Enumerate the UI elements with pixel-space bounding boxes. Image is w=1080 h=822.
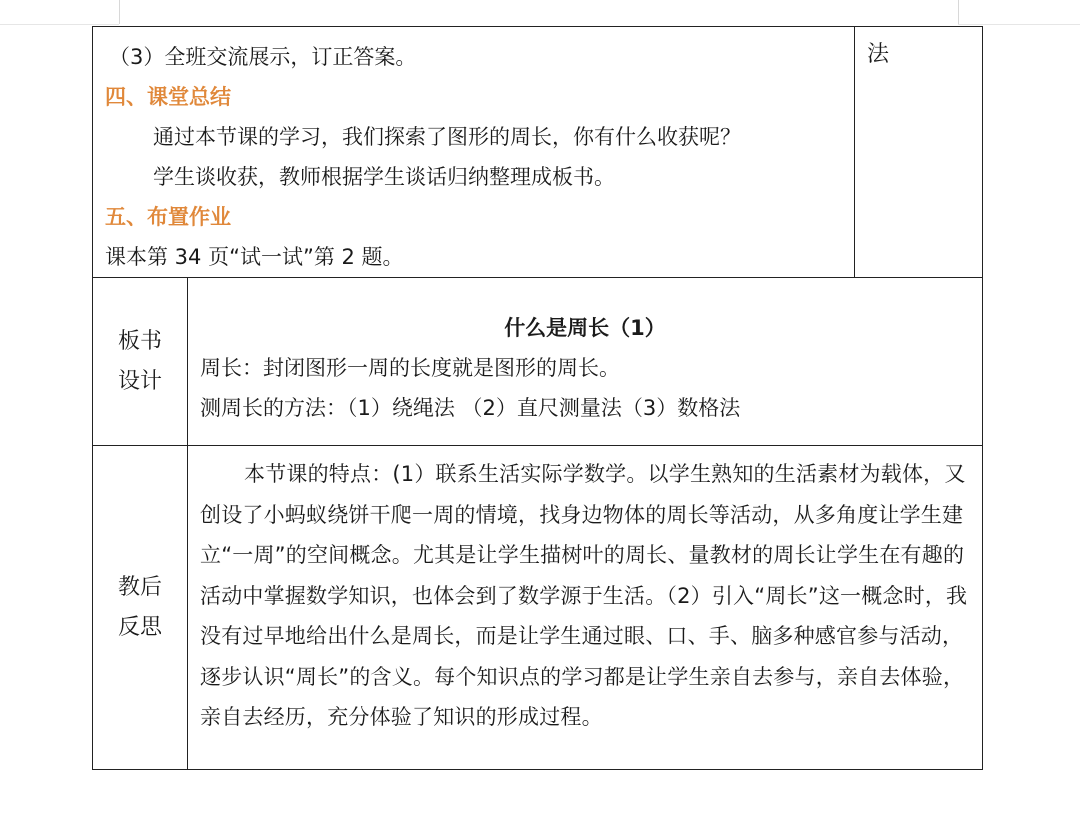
page-margin-guide-top-right (958, 24, 1080, 25)
board-title: 什么是周长（1） (504, 316, 666, 340)
method-label: 法 (867, 42, 890, 67)
teaching-process-cell (93, 27, 855, 278)
board-methods: 测周长的方法：（1）绕绳法 （2）直尺测量法（3）数格法 (200, 396, 741, 420)
section-4-line-1: 通过本节课的学习，我们探索了图形的周长，你有什么收获呢？ (153, 125, 741, 149)
reflection-paragraph: 本节课的特点：(1）联系生活实际学数学。以学生熟知的生活素材为载体，又创设了小蚂蚁绕饼干爬一周的情境，找身边物体的周长等活动，从多角度让学生建立“一周”的空间概念。尤其是让学生描树叶的周长、量教材的周长让学生在有趣的活动中掌握数学知识，也体会到了数学源于生活。（2）引入“周长”这一概念时，我没有过早地给出什么是周长，而是让学生通过眼、口、手、脑多种感官参与活动，逐步认识“周长”的含义。每个知识点的学习都是让学生亲自去参与，亲自去体验，亲自去经历，充分体验了知识的形成过程。 (200, 462, 968, 729)
board-design-content-cell (188, 278, 983, 446)
section-4-line-2: 学生谈收获，教师根据学生谈话归纳整理成板书。 (153, 165, 615, 189)
reflection-label-line-1: 教后 (117, 574, 162, 600)
section-5-line-1: 课本第 34 页“试一试”第 2 题。 (105, 245, 404, 269)
reflection-label-cell (93, 446, 188, 770)
board-definition: 周长：封闭图形一周的长度就是图形的周长。 (200, 356, 620, 380)
page-margin-guide-right (958, 0, 959, 24)
teaching-process-row (93, 27, 983, 278)
section-4-heading: 四、课堂总结 (105, 85, 231, 109)
section-5-heading: 五、布置作业 (105, 205, 231, 229)
teaching-method-cell (855, 27, 983, 278)
page-margin-guide-left (119, 0, 120, 24)
reflection-content-cell (188, 446, 983, 770)
board-design-label-line-1: 板书 (117, 328, 162, 354)
board-design-label-line-2: 设计 (117, 368, 162, 394)
board-design-row (93, 278, 983, 446)
page-margin-guide-top-left (0, 24, 119, 25)
reflection-label-line-2: 反思 (117, 614, 162, 640)
step-3-text: （3）全班交流展示，订正答案。 (109, 45, 417, 69)
lesson-plan-table (92, 26, 983, 770)
reflection-row (93, 446, 983, 770)
board-design-label-cell (93, 278, 188, 446)
